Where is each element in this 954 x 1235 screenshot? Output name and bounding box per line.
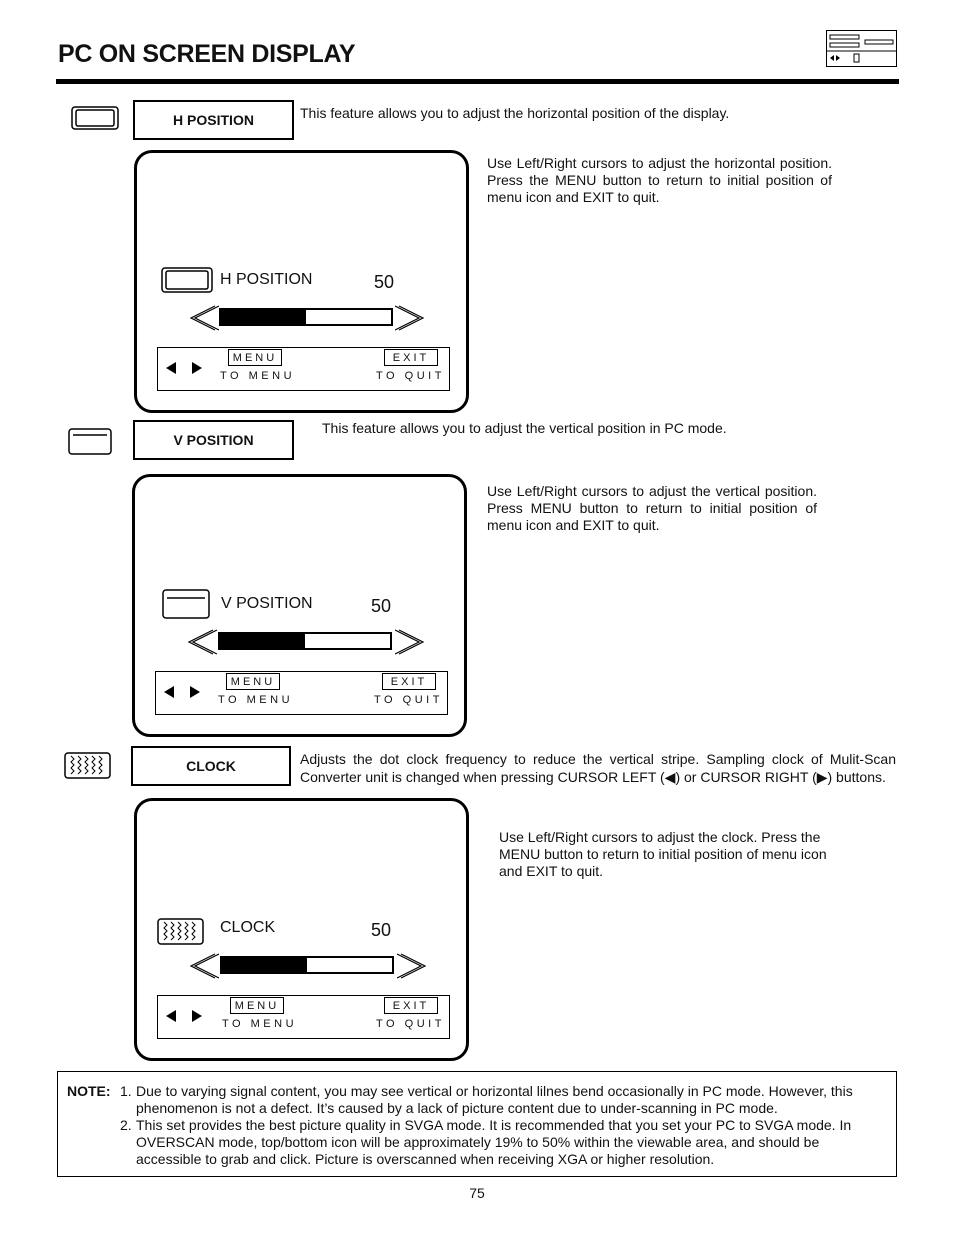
- page-number: 75: [469, 1185, 485, 1201]
- h-position-slider-fill: [221, 310, 306, 324]
- v-position-icon: [68, 428, 112, 460]
- v-position-slider-fill: [220, 634, 305, 648]
- page-title: PC ON SCREEN DISPLAY: [58, 40, 356, 68]
- cursor-right-icon[interactable]: [190, 686, 200, 698]
- h-position-osd-icon: [161, 267, 213, 298]
- h-position-slider[interactable]: [219, 308, 393, 326]
- note-item-text: This set provides the best picture quality in SVGA mode. It is recommended that you set your PC to SVGA mode. In OVERSCAN mode, top/bottom icon will be approximately 19% to 50% within the viewable area, and should be accessible to grab and click. Picture is overscanned when receiving XGA or higher resolution.: [136, 1117, 852, 1167]
- h-position-nav-bar: [157, 347, 450, 391]
- cursor-right-icon[interactable]: [192, 362, 202, 374]
- clock-osd-value: 50: [371, 920, 392, 940]
- cursor-right-icon[interactable]: [192, 1010, 202, 1022]
- clock-description: Adjusts the dot clock frequency to reduce the vertical stripe. Sampling clock of Mulit-Scan Converter unit is changed when pressing CURSOR LEFT (◀) or CURSOR RIGHT (▶) buttons.: [300, 751, 896, 785]
- clock-tv-screen: [134, 798, 469, 1061]
- menu-hint: TO MENU: [220, 370, 296, 382]
- chevron-left-icon[interactable]: [185, 628, 217, 661]
- cursor-left-icon[interactable]: [166, 1010, 176, 1022]
- menu-key[interactable]: MENU: [228, 349, 282, 366]
- v-position-instructions: Use Left/Right cursors to adjust the vertical position. Press MENU button to return to initial position of menu icon and EXIT to quit.: [487, 483, 817, 533]
- h-position-instructions: Use Left/Right cursors to adjust the horizontal position. Press the MENU button to return to initial position of menu icon and EXIT to quit.: [487, 155, 832, 205]
- menu-key[interactable]: MENU: [226, 673, 280, 690]
- exit-key[interactable]: EXIT: [382, 673, 436, 690]
- h-position-tv-screen: [134, 150, 469, 413]
- chevron-right-icon[interactable]: [395, 304, 427, 337]
- note-item: [120, 1117, 880, 1168]
- tv-remote-icon: [826, 30, 897, 67]
- cursor-left-icon[interactable]: [166, 362, 176, 374]
- note-item-number: 1.: [120, 1083, 132, 1099]
- v-position-slider[interactable]: [218, 632, 392, 650]
- clock-instructions: Use Left/Right cursors to adjust the clock. Press the MENU button to return to initial position of menu icon and EXIT to quit.: [499, 829, 827, 879]
- v-position-osd-value: 50: [371, 596, 392, 616]
- cursor-left-icon[interactable]: [164, 686, 174, 698]
- v-position-description: This feature allows you to adjust the vertical position in PC mode.: [322, 420, 727, 436]
- clock-osd-label: CLOCK: [220, 919, 276, 936]
- clock-label-box: CLOCK: [131, 746, 291, 786]
- h-position-description: This feature allows you to adjust the horizontal position of the display.: [300, 105, 730, 121]
- h-position-icon: [71, 106, 119, 135]
- menu-hint: TO MENU: [218, 694, 294, 706]
- v-position-osd-icon: [162, 589, 210, 624]
- note-box: [57, 1071, 897, 1177]
- chevron-right-icon[interactable]: [395, 628, 427, 661]
- h-position-osd-value: 50: [374, 272, 395, 292]
- v-position-osd-label: V POSITION: [221, 595, 313, 612]
- note-item-text: Due to varying signal content, you may see vertical or horizontal lilnes bend occasionally in PC mode. However, this phenomenon is not a defect. It’s caused by a lack of picture content due to under-scanning in PC mode.: [136, 1083, 853, 1116]
- clock-slider-fill: [222, 958, 307, 972]
- chevron-left-icon[interactable]: [187, 952, 219, 985]
- clock-slider[interactable]: [220, 956, 394, 974]
- h-position-osd-label: H POSITION: [220, 271, 313, 288]
- clock-icon: [64, 752, 111, 784]
- chevron-left-icon[interactable]: [187, 304, 219, 337]
- note-item: [120, 1083, 880, 1117]
- exit-hint: TO QUIT: [374, 694, 443, 706]
- v-position-tv-screen: [132, 474, 467, 737]
- v-position-label-box: V POSITION: [133, 420, 294, 460]
- v-position-nav-bar: [155, 671, 448, 715]
- exit-key[interactable]: EXIT: [384, 997, 438, 1014]
- exit-hint: TO QUIT: [376, 1018, 445, 1030]
- note-label: NOTE:: [67, 1083, 111, 1099]
- exit-key[interactable]: EXIT: [384, 349, 438, 366]
- menu-key[interactable]: MENU: [230, 997, 284, 1014]
- menu-hint: TO MENU: [222, 1018, 298, 1030]
- title-rule: [56, 79, 899, 84]
- clock-nav-bar: [157, 995, 450, 1039]
- exit-hint: TO QUIT: [376, 370, 445, 382]
- h-position-label-box: H POSITION: [133, 100, 294, 140]
- note-item-number: 2.: [120, 1117, 132, 1133]
- chevron-right-icon[interactable]: [397, 952, 429, 985]
- clock-osd-icon: [157, 918, 204, 950]
